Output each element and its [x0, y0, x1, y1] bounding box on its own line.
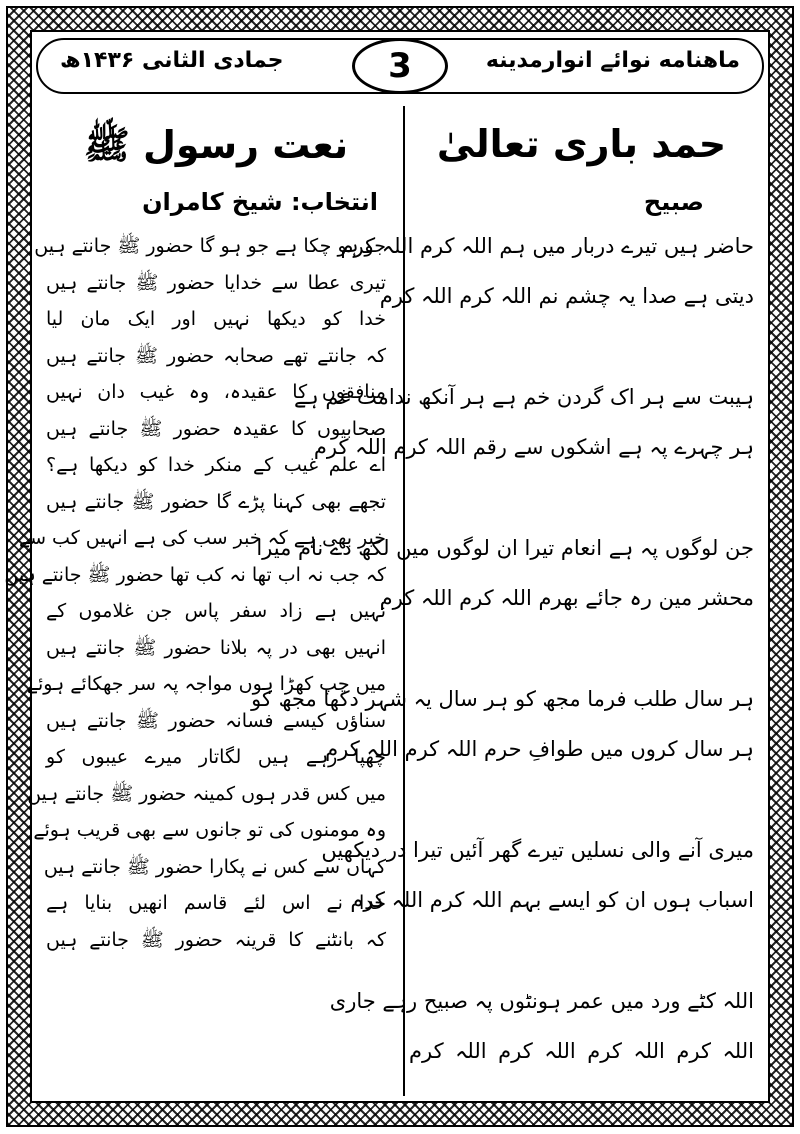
stanza [340, 228, 754, 314]
verse-line: کہ جب نہ اب تھا نہ کب تھا حضور ﷺ جانتے ہیں [4, 563, 386, 586]
page-header [36, 38, 764, 94]
naat-selection: انتخاب: شیخ کامران [142, 188, 378, 216]
verse-line: تیری عطا سے خدایا حضور ﷺ جانتے ہیں [46, 271, 386, 294]
verse-line: اللہ کٹے ورد میں عمر ہونٹوں پہ صبیح رہے جاری [329, 989, 754, 1013]
stanza [329, 983, 754, 1069]
verse-line: نہیں ہے زاد سفر پاس جن غلاموں کے [46, 600, 386, 622]
issue-date: جمادی الثانی ۱۴۳۶ھ [60, 48, 284, 73]
naat-lines [4, 228, 386, 958]
verse-line: ہر سال کروں میں طوافِ حرم اللہ کرم اللہ کرم [325, 737, 754, 761]
verse-line: تجھے بھی کہنا پڑے گا حضور ﷺ جانتے ہیں [46, 490, 386, 513]
verse-line: خدا نے اس لئے قاسم انھیں بنایا ہے [46, 892, 386, 914]
verse-line: وہ مومنوں کی تو جانوں سے بھی قریب ہوئے [33, 819, 386, 841]
verse-line: دیتی ہے صدا یہ چشم نم اللہ کرم اللہ کرم [379, 284, 754, 308]
ornamental-border [6, 6, 794, 1127]
stanza [251, 681, 754, 767]
verse-line: چھپا رہے ہیں لگاتار میرے عیبوں کو [46, 746, 386, 768]
verse-line: جو ہو چکا ہے جو ہو گا حضور ﷺ جانتے ہیں [34, 235, 386, 257]
verse-line: ہر سال طلب فرما مجھ کو ہر سال یہ شہر دکھا مجھ کو [251, 687, 754, 711]
naat-title: نعت رسول ﷺ [83, 123, 349, 167]
verse-line: ہر چہرے پہ ہے اشکوں سے رقم اللہ کرم اللہ کرم [313, 435, 754, 459]
verse-line: میری آنے والی نسلیں تیرے گھر آئیں تیرا در دیکھیں [321, 838, 754, 862]
hamd-title: حمد باری تعالیٰ [436, 122, 727, 166]
verse-line: اے علم غیب کے منکر خدا کو دیکھا ہے؟ [46, 454, 386, 476]
verse-line: انہیں بھی در پہ بلانا حضور ﷺ جانتے ہیں [46, 636, 386, 659]
hamd-stanzas [251, 228, 754, 1069]
verse-line: اللہ کرم اللہ کرم اللہ کرم اللہ کرم [409, 1039, 754, 1063]
verse-line: خبر بھی ہے کہ خبر سب کی ہے انہیں کب سے [18, 527, 386, 549]
verse-line: محشر مین رہ جائے بھرم اللہ کرم اللہ کرم [379, 586, 754, 610]
verse-line: خدا کو دیکھا نہیں اور ایک مان لیا [46, 308, 386, 330]
verse-line: اسباب ہوں ان کو ایسے بہم اللہ کرم اللہ کرم [350, 888, 754, 912]
magazine-title: ماهنامه نوائے انوارمدینه [485, 48, 740, 73]
verse-line: حاضر ہیں تیرے دربار میں ہم اللہ کرم اللہ کرم [340, 234, 754, 258]
stanza [321, 832, 754, 918]
verse-line: میں چپ کھڑا ہوں مواجہ پہ سر جھکائے ہوئے [26, 673, 386, 695]
page-content [4, 30, 770, 1103]
verse-line: کہ جانتے تھے صحابہ حضور ﷺ جانتے ہیں [46, 344, 386, 367]
verse-line: ہیبت سے ہر اک گردن خم ہے ہر آنکھ ندامت غم ہے [294, 385, 754, 409]
verse-line: صحابیوں کا عقیدہ حضور ﷺ جانتے ہیں [46, 417, 386, 440]
verse-line: منافقوں کا عقیدہ، وہ غیب دان نہیں [46, 381, 386, 403]
verse-line: سناؤں کیسے فسانہ حضور ﷺ جانتے ہیں [46, 709, 386, 732]
verse-line: کہاں سے کس نے پکارا حضور ﷺ جانتے ہیں [43, 855, 386, 878]
verse-line: جن لوگوں پہ ہے انعام تیرا ان لوگوں میں لکھ دے نام میرا [256, 536, 754, 560]
stanza [294, 379, 754, 465]
verse-line: کہ بانٹنے کا قرینہ حضور ﷺ جانتے ہیں [46, 928, 386, 951]
hamd-poet: صبیح [643, 188, 704, 216]
verse-line: میں کس قدر ہوں کمینہ حضور ﷺ جانتے ہیں [27, 782, 386, 805]
stanza [256, 530, 754, 616]
page-number: 3 [352, 38, 448, 94]
naat-column [4, 106, 386, 958]
